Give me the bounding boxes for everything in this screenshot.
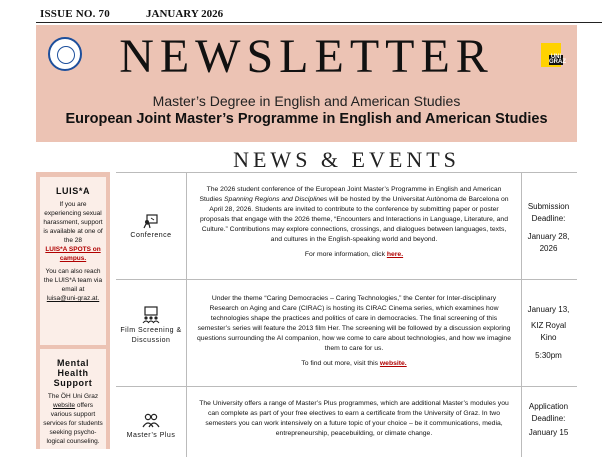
- conference-here-link[interactable]: here.: [386, 251, 404, 258]
- section-heading: NEWS & EVENTS: [233, 147, 460, 172]
- event-row-conference: [116, 172, 577, 280]
- luisa-spots-link[interactable]: LUIS*A SPOTS on campus.: [45, 246, 101, 262]
- event-time: 5:30pm: [535, 351, 562, 360]
- masthead-subtitle: Master’s Degree in English and American Studies: [152, 93, 461, 109]
- event-category: Conference: [130, 232, 172, 239]
- masthead-subtitle-2: European Joint Master’s Programme in English and American Studies: [65, 111, 548, 127]
- event-category-cell: [116, 280, 186, 387]
- event-row-masters-plus: [116, 386, 577, 457]
- mental-health-text: [40, 392, 106, 446]
- event-venue: KIZ Royal Kino: [530, 321, 567, 342]
- newsletter-title: NEWSLETTER: [119, 30, 494, 83]
- presentation-icon: [143, 213, 159, 229]
- audience-screen-icon: [141, 306, 161, 324]
- luisa-text-2-content: You can also reach the LUIS*A team via email at: [43, 268, 103, 293]
- sidebar: [36, 172, 110, 449]
- event-more-label: For more information, click: [304, 251, 387, 258]
- deadline-date: January 28, 2026: [527, 232, 570, 253]
- event-category-cell: [116, 173, 186, 280]
- mental-health-title: Mental Health Support: [53, 358, 93, 388]
- mental-health-text-2: offers various support services for students seeking psycho-logical counseling.: [43, 402, 103, 445]
- oeh-website-link[interactable]: website: [53, 402, 76, 409]
- events-table: [116, 172, 577, 449]
- event-description: Under the theme “Caring Democracies – Caring Technologies,” the Center for Inter-disciplinary Research on Aging and Care (CIRAC) is hosting its CIRAC Cinema series, which examines how technologies shape the practices and politics of care in democracies. The final screening of this semester’s series will feature the 2013 film Her. The screening will be followed by a discussion exploring questions surrounding the AI companion, how we come to care about technologies, and how we imagine them to care for us.: [197, 295, 511, 352]
- event-description-b: will be hosted by the Universitat Autònoma de Barcelona on April 28, 2026. Students are invited to contribute to the conference by submitting paper or poster proposals that engage with the 2026 theme, “Encounters and Interactions in Language, Literature, and Culture.” Contributions may explore connections, crossings, and dialogues between languages, texts, and cultures in the English-speaking world and beyond.: [200, 196, 509, 243]
- deadline-label: Application Deadline:: [528, 402, 569, 423]
- film-website-link[interactable]: website.: [379, 360, 407, 367]
- event-description-cell: [186, 173, 522, 280]
- event-description: [187, 185, 521, 245]
- people-icon: [142, 413, 160, 429]
- event-deadline-cell: [520, 173, 577, 280]
- event-category-cell: [116, 387, 186, 457]
- event-description: The University offers a range of Master’s Plus programmes, which are additional Master’s modules you can complete as part of your free electives to earn a certificate from the University of Graz. In two semesters you can work intensively on a future topic of your choice – be it communications, media, entrepreneurship, peacebuilding, or climate change.: [199, 400, 509, 437]
- masthead: [36, 25, 577, 142]
- luisa-email-link[interactable]: luisa@uni-graz.at.: [46, 295, 100, 302]
- event-description-cell: [186, 387, 522, 457]
- mental-health-text-1: The ÖH Uni Graz: [47, 393, 99, 400]
- luisa-text-1-content: If you are experiencing sexual harassment, support is available at one of the 28: [43, 201, 103, 244]
- mental-health-box: [40, 349, 106, 449]
- event-more-info: [187, 360, 521, 367]
- event-category: Master’s Plus: [126, 432, 176, 439]
- luisa-text-2: [40, 267, 106, 303]
- event-category: Film Screening & Discussion: [120, 327, 182, 344]
- issue-date: JANUARY 2026: [146, 8, 224, 20]
- deadline-date: January 15: [528, 428, 569, 437]
- header-rule: [36, 22, 602, 23]
- uni-graz-logo-text: UNI GRAZ: [549, 54, 566, 65]
- uni-graz-logo: [541, 43, 566, 67]
- event-description-cell: [186, 280, 522, 387]
- luisa-text-1: [40, 200, 106, 263]
- event-deadline-cell: [520, 387, 577, 457]
- event-more-info: [187, 251, 521, 258]
- event-row-film: [116, 279, 577, 387]
- top-bar: [0, 0, 612, 24]
- luisa-title: LUIS*A: [55, 186, 91, 196]
- event-deadline-cell: [520, 280, 577, 387]
- event-description-italic: Spanning Regions and Disciplines: [224, 196, 328, 203]
- luisa-box: [40, 177, 106, 345]
- issue-number: ISSUE NO. 70: [40, 8, 110, 20]
- event-more-label: To find out more, visit this: [301, 360, 380, 367]
- event-description-a: The 2026 student conference of the European Joint Master’s Programme in English and American Studies: [199, 186, 502, 203]
- event-date: January 13,: [527, 305, 570, 314]
- deadline-label: Submission Deadline:: [527, 202, 570, 223]
